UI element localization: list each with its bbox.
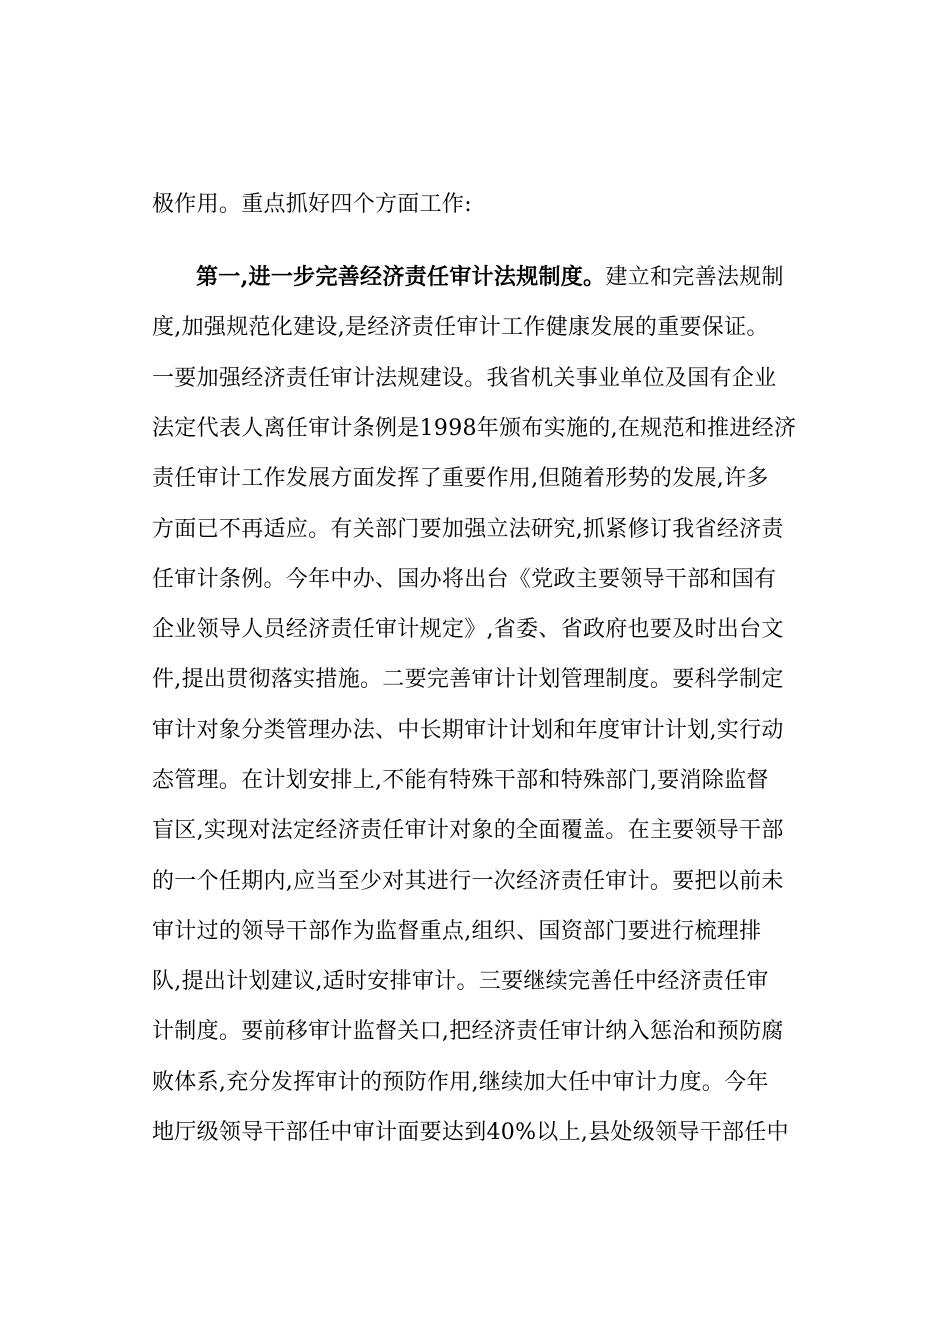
paragraph-2-line-6: 方面已不再适应。有关部门要加强立法研究,抓紧修订我省经济责	[152, 517, 784, 542]
paragraph-2-line-10: 审计对象分类管理办法、中长期审计计划和年度审计计划,实行动	[152, 718, 784, 743]
paragraph-2-line-1-rest: 建立和完善法规制	[605, 265, 784, 290]
paragraph-2-line-5: 责任审计工作发展方面发挥了重要作用,但随着形势的发展,许多	[152, 466, 769, 491]
paragraph-2-line-2: 度,加强规范化建设,是经济责任审计工作健康发展的重要保证。	[152, 315, 769, 340]
paragraph-2-line-15: 队,提出计划建议,适时安排审计。三要继续完善任中经济责任审	[152, 969, 769, 994]
paragraph-2-line-13: 的一个任期内,应当至少对其进行一次经济责任审计。要把以前未	[152, 869, 784, 894]
paragraph-2-line-16: 计制度。要前移审计监督关口,把经济责任审计纳入惩治和预防腐	[152, 1019, 784, 1044]
paragraph-2-line-8: 企业领导人员经济责任审计规定》,省委、省政府也要及时出台文	[152, 617, 784, 642]
paragraph-2-line-4: 法定代表人离任审计条例是1998年颁布实施的,在规范和推进经济	[152, 416, 797, 441]
paragraph-2-line-11: 态管理。在计划安排上,不能有特殊干部和特殊部门,要消除监督	[152, 768, 769, 793]
paragraph-2-line-1	[196, 262, 784, 293]
paragraph-2-line-7: 任审计条例。今年中办、国办将出台《党政主要领导干部和国有	[152, 567, 777, 592]
paragraph-2-line-3: 一要加强经济责任审计法规建设。我省机关事业单位及国有企业	[152, 366, 777, 391]
paragraph-2-line-9: 件,提出贯彻落实措施。二要完善审计计划管理制度。要科学制定	[152, 667, 784, 692]
paragraph-2-line-14: 审计过的领导干部作为监督重点,组织、国资部门要进行梳理排	[152, 919, 762, 944]
section-heading: 第一,进一步完善经济责任审计法规制度。	[196, 264, 606, 290]
paragraph-2-line-17: 败体系,充分发挥审计的预防作用,继续加大任中审计力度。今年	[152, 1070, 769, 1095]
paragraph-1-line-1: 极作用。重点抓好四个方面工作:	[152, 192, 472, 217]
paragraph-2-line-18: 地厅级领导干部任中审计面要达到40%以上,县处级领导干部任中	[152, 1120, 789, 1145]
paragraph-2-line-12: 盲区,实现对法定经济责任审计对象的全面覆盖。在主要领导干部	[152, 818, 784, 843]
